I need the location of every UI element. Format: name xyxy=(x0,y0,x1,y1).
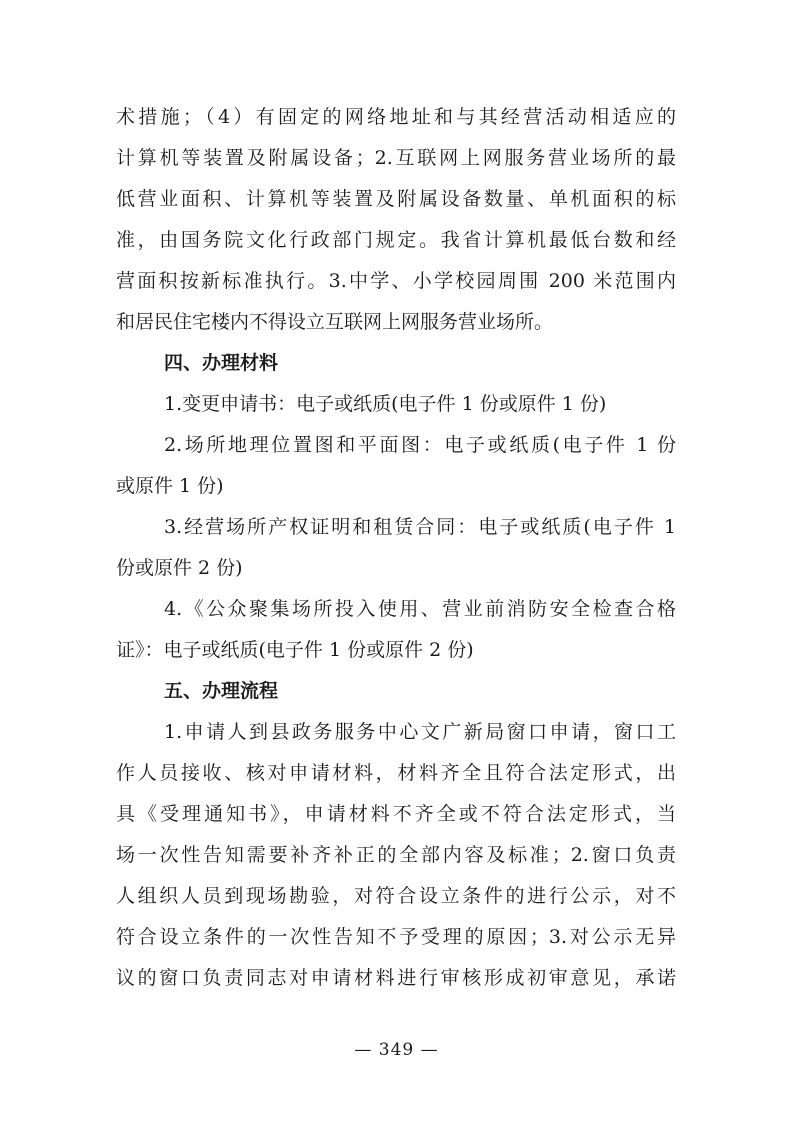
list-item-continuation: 份或原件 2 份) xyxy=(116,557,243,579)
text-line: 具《受理通知书》，申请材料不齐全或不符合法定形式，当 xyxy=(116,803,676,825)
list-item: 3.经营场所产权证明和租赁合同：电子或纸质(电子件 1 xyxy=(164,516,676,538)
text-line: 作人员接收、核对申请材料，材料齐全且符合法定形式，出 xyxy=(116,762,676,784)
list-item-continuation: 或原件 1 份) xyxy=(116,475,224,497)
text-line: 议的窗口负责同志对申请材料进行审核形成初审意见，承诺 xyxy=(116,967,676,989)
text-line: 1.申请人到县政务服务中心文广新局窗口申请，窗口工 xyxy=(164,721,676,743)
text-line: 人组织人员到现场勘验，对符合设立条件的进行公示，对不 xyxy=(116,885,676,907)
section-heading-materials: 四、办理材料 xyxy=(164,352,279,374)
page-number: — 349 — xyxy=(354,1040,439,1060)
list-item: 4.《公众聚集场所投入使用、营业前消防安全检查合格 xyxy=(164,598,676,620)
text-line: 符合设立条件的一次性告知不予受理的原因；3.对公示无异 xyxy=(116,926,676,948)
text-line: 准，由国务院文化行政部门规定。我省计算机最低台数和经 xyxy=(116,229,676,251)
list-item-continuation: 证》：电子或纸质(电子件 1 份或原件 2 份) xyxy=(116,639,474,661)
list-item: 1.变更申请书：电子或纸质(电子件 1 份或原件 1 份) xyxy=(164,393,607,415)
text-line: 术措施；（4）有固定的网络地址和与其经营活动相适应的 xyxy=(116,106,676,128)
text-line: 计算机等装置及附属设备；2.互联网上网服务营业场所的最 xyxy=(116,147,676,169)
list-item: 2.场所地理位置图和平面图：电子或纸质(电子件 1 份 xyxy=(164,434,676,456)
text-line: 和居民住宅楼内不得设立互联网上网服务营业场所。 xyxy=(116,311,554,333)
section-heading-process: 五、办理流程 xyxy=(164,680,279,702)
text-line: 场一次性告知需要补齐补正的全部内容及标准；2.窗口负责 xyxy=(116,844,676,866)
text-line: 低营业面积、计算机等装置及附属设备数量、单机面积的标 xyxy=(116,188,676,210)
document-body xyxy=(116,97,676,999)
text-line: 营面积按新标准执行。3.中学、小学校园周围 200 米范围内 xyxy=(116,270,676,292)
